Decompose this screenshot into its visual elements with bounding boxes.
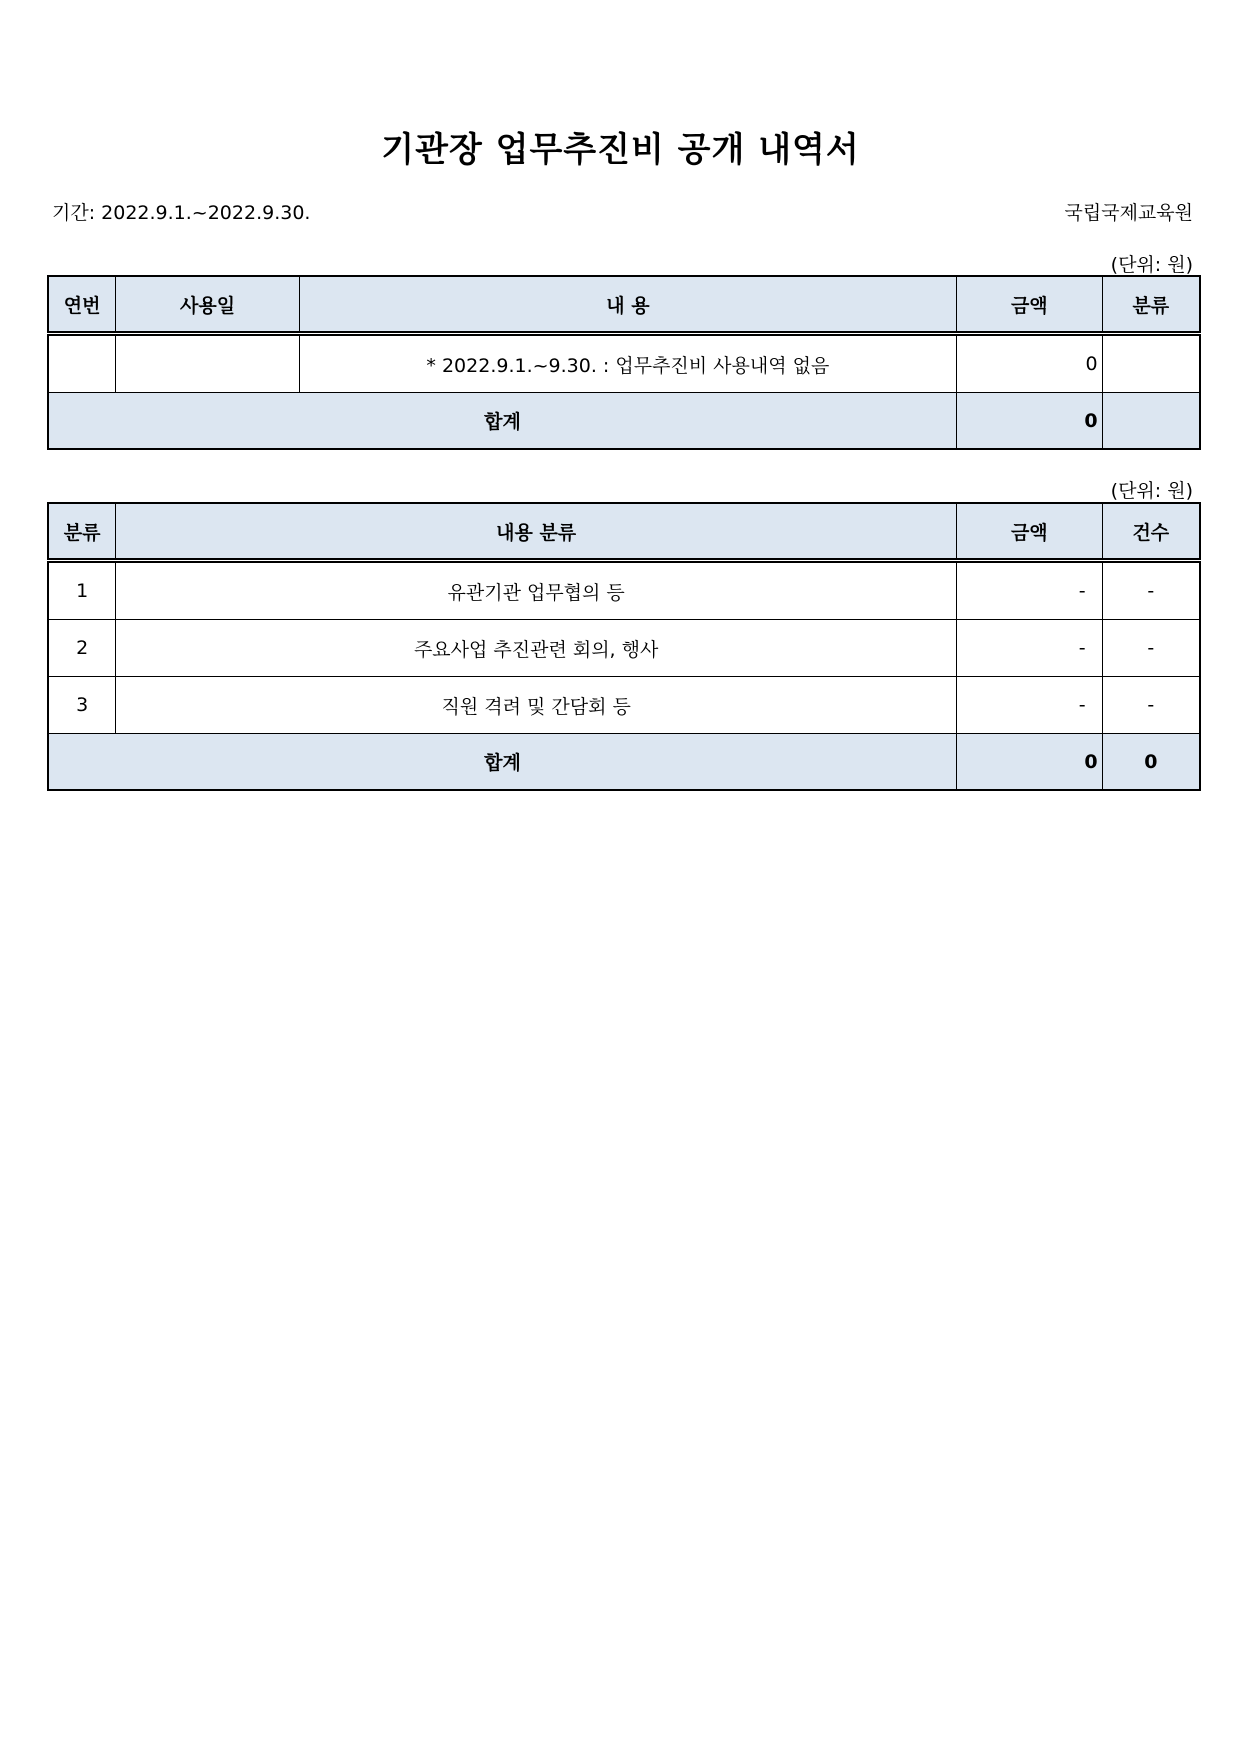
total-row <box>48 393 1200 450</box>
cell-category <box>1102 334 1200 393</box>
page-title: 기관장 업무추진비 공개 내역서 <box>381 130 860 170</box>
cell-category: 3 <box>48 677 116 734</box>
total-category <box>1102 393 1200 450</box>
cell-no <box>48 334 116 393</box>
total-label: 합계 <box>48 734 956 791</box>
header-category: 분류 <box>48 503 116 561</box>
total-label: 합계 <box>48 393 956 450</box>
expense-detail-table <box>47 275 1201 450</box>
category-summary-table <box>47 502 1201 791</box>
cell-amount: 0 <box>956 334 1102 393</box>
header-amount: 금액 <box>956 276 1102 334</box>
cell-content: * 2022.9.1.~9.30. : 업무추진비 사용내역 없음 <box>299 334 956 393</box>
header-description: 내용 분류 <box>116 503 957 561</box>
total-amount: 0 <box>956 393 1102 450</box>
cell-description: 직원 격려 및 간담회 등 <box>116 677 957 734</box>
header-date: 사용일 <box>116 276 299 334</box>
cell-amount: - <box>956 620 1102 677</box>
table-header-row <box>48 276 1200 334</box>
cell-count: - <box>1102 677 1200 734</box>
cell-amount: - <box>956 561 1102 620</box>
organization-name: 국립국제교육원 <box>1064 202 1193 224</box>
cell-description: 유관기관 업무협의 등 <box>116 561 957 620</box>
unit-label: (단위: 원) <box>1110 254 1193 276</box>
header-count: 건수 <box>1102 503 1200 561</box>
cell-date <box>116 334 299 393</box>
table-row <box>48 334 1200 393</box>
cell-category: 1 <box>48 561 116 620</box>
header-content: 내 용 <box>299 276 956 334</box>
period-label: 기간: 2022.9.1.~2022.9.30. <box>52 202 311 224</box>
unit-label-2: (단위: 원) <box>1110 480 1193 502</box>
cell-amount: - <box>956 677 1102 734</box>
table-row <box>48 677 1200 734</box>
total-amount: 0 <box>956 734 1102 791</box>
cell-count: - <box>1102 561 1200 620</box>
table-row <box>48 561 1200 620</box>
header-amount: 금액 <box>956 503 1102 561</box>
total-count: 0 <box>1102 734 1200 791</box>
header-category: 분류 <box>1102 276 1200 334</box>
cell-category: 2 <box>48 620 116 677</box>
table-row <box>48 620 1200 677</box>
cell-count: - <box>1102 620 1200 677</box>
table-header-row <box>48 503 1200 561</box>
header-no: 연번 <box>48 276 116 334</box>
total-row <box>48 734 1200 791</box>
cell-description: 주요사업 추진관련 회의, 행사 <box>116 620 957 677</box>
